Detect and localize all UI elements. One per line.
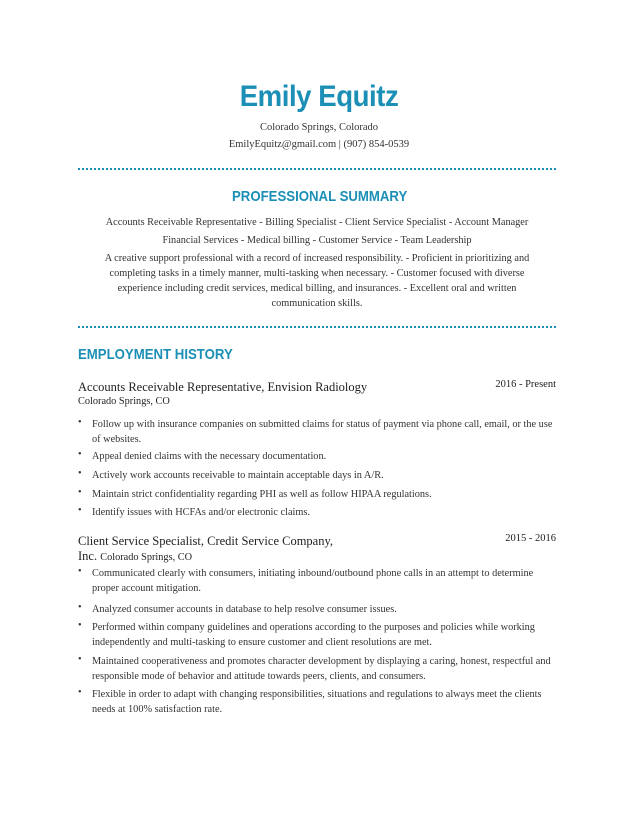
job-dates: 2015 - 2016 [505, 533, 556, 544]
employment-heading: EMPLOYMENT HISTORY [78, 346, 233, 363]
job-title: Client Service Specialist, Credit Service Company, [78, 534, 334, 548]
candidate-contact: EmilyEquitz@gmail.com | (907) 854-0539 [228, 139, 410, 150]
summary-line: completing tasks in a timely manner, multi-tasking when necessary. - Customer focused with diverse [109, 268, 525, 279]
candidate-location: Colorado Springs, Colorado [259, 122, 379, 133]
job-location: Colorado Springs, CO [78, 396, 170, 407]
job-dates: 2016 - Present [495, 379, 556, 390]
job-title-continued: Inc. Colorado Springs, CO [78, 549, 193, 563]
summary-line: Accounts Receivable Representative - Billing Specialist - Client Service Specialist - Account Manager [105, 217, 529, 228]
resume-page: Emily Equitz Colorado Springs, Colorado EmilyEquitz@gmail.com | (907) 854-0539 PROFESSIONAL SUMMARY Accounts Receivable Representative - Billing Specialist - Client Service Specialist - Account Manager Financial Services - Medical billing - Customer Service - Team Leadership A creative support professional with a record of increased responsibility. - Proficient in prioritizing and completing tasks in a timely manner, multi-tasking when necessary. - Customer focused with diverse experience including credit services, medical billing, and insurances. - Excellent oral and written communication skills. EMPLOYMENT HISTORY Accounts Receivable Representative, Envision Radiology 2016 - Present Colorado Springs, CO • Follow up with insurance companies on submitted claims for status of payment via phone call, email, or the use of websites. • Appeal denied claims with the necessary documentation. • Actively work accounts receivable to maintain acceptable days in A/R. • Maintain strict confidentiality regarding PHI as well as follow HIPAA regulations. • Identify issues with HCFAs and/or electronic claims. Client Service Specialist, Credit Service Company, 2015 - 2016 Inc. Colorado Springs, CO • Communicated clearly with consumers, initiating inbound/outbound phone calls in an attempt to determine proper account mitigation. • Analyzed consumer accounts in database to help resolve consumer issues. • Performed within company guidelines and operations according to the purposes and policies while working independently and multi-tasking to ensure customer and client resolutions are met. • Maintained cooperativeness and promotes character development by displaying a caring, honest, respectful and responsible mode of behavior and attitude towards peers, clients, and consumers. • Flexible in order to adapt with changing responsibilities, situations and regulations to always meet the clients needs at 100% satisfaction rate. [0, 0, 638, 826]
job-location: Colorado Springs, CO [100, 552, 193, 563]
summary-line: communication skills. [271, 298, 363, 309]
bullet-icon: • [78, 487, 82, 498]
bullet-icon: • [78, 417, 82, 428]
bullet-icon: • [78, 687, 82, 698]
candidate-name: Emily Equitz [239, 80, 399, 113]
summary-line: Financial Services - Medical billing - Customer Service - Team Leadership [162, 235, 472, 246]
section-divider [78, 168, 556, 170]
summary-heading: PROFESSIONAL SUMMARY [232, 188, 408, 205]
section-divider [78, 326, 556, 328]
bullet-icon: • [78, 566, 82, 577]
bullet-icon: • [78, 654, 82, 665]
job-title: Accounts Receivable Representative, Envision Radiology [78, 380, 368, 394]
bullet-icon: • [78, 449, 82, 460]
bullet-icon: • [78, 602, 82, 613]
summary-line: experience including credit services, medical billing, and insurances. - Excellent oral and written [117, 283, 517, 294]
summary-line: A creative support professional with a record of increased responsibility. - Proficient in prioritizing and [104, 253, 530, 264]
bullet-icon: • [78, 468, 82, 479]
bullet-icon: • [78, 620, 82, 631]
bullet-icon: • [78, 505, 82, 516]
